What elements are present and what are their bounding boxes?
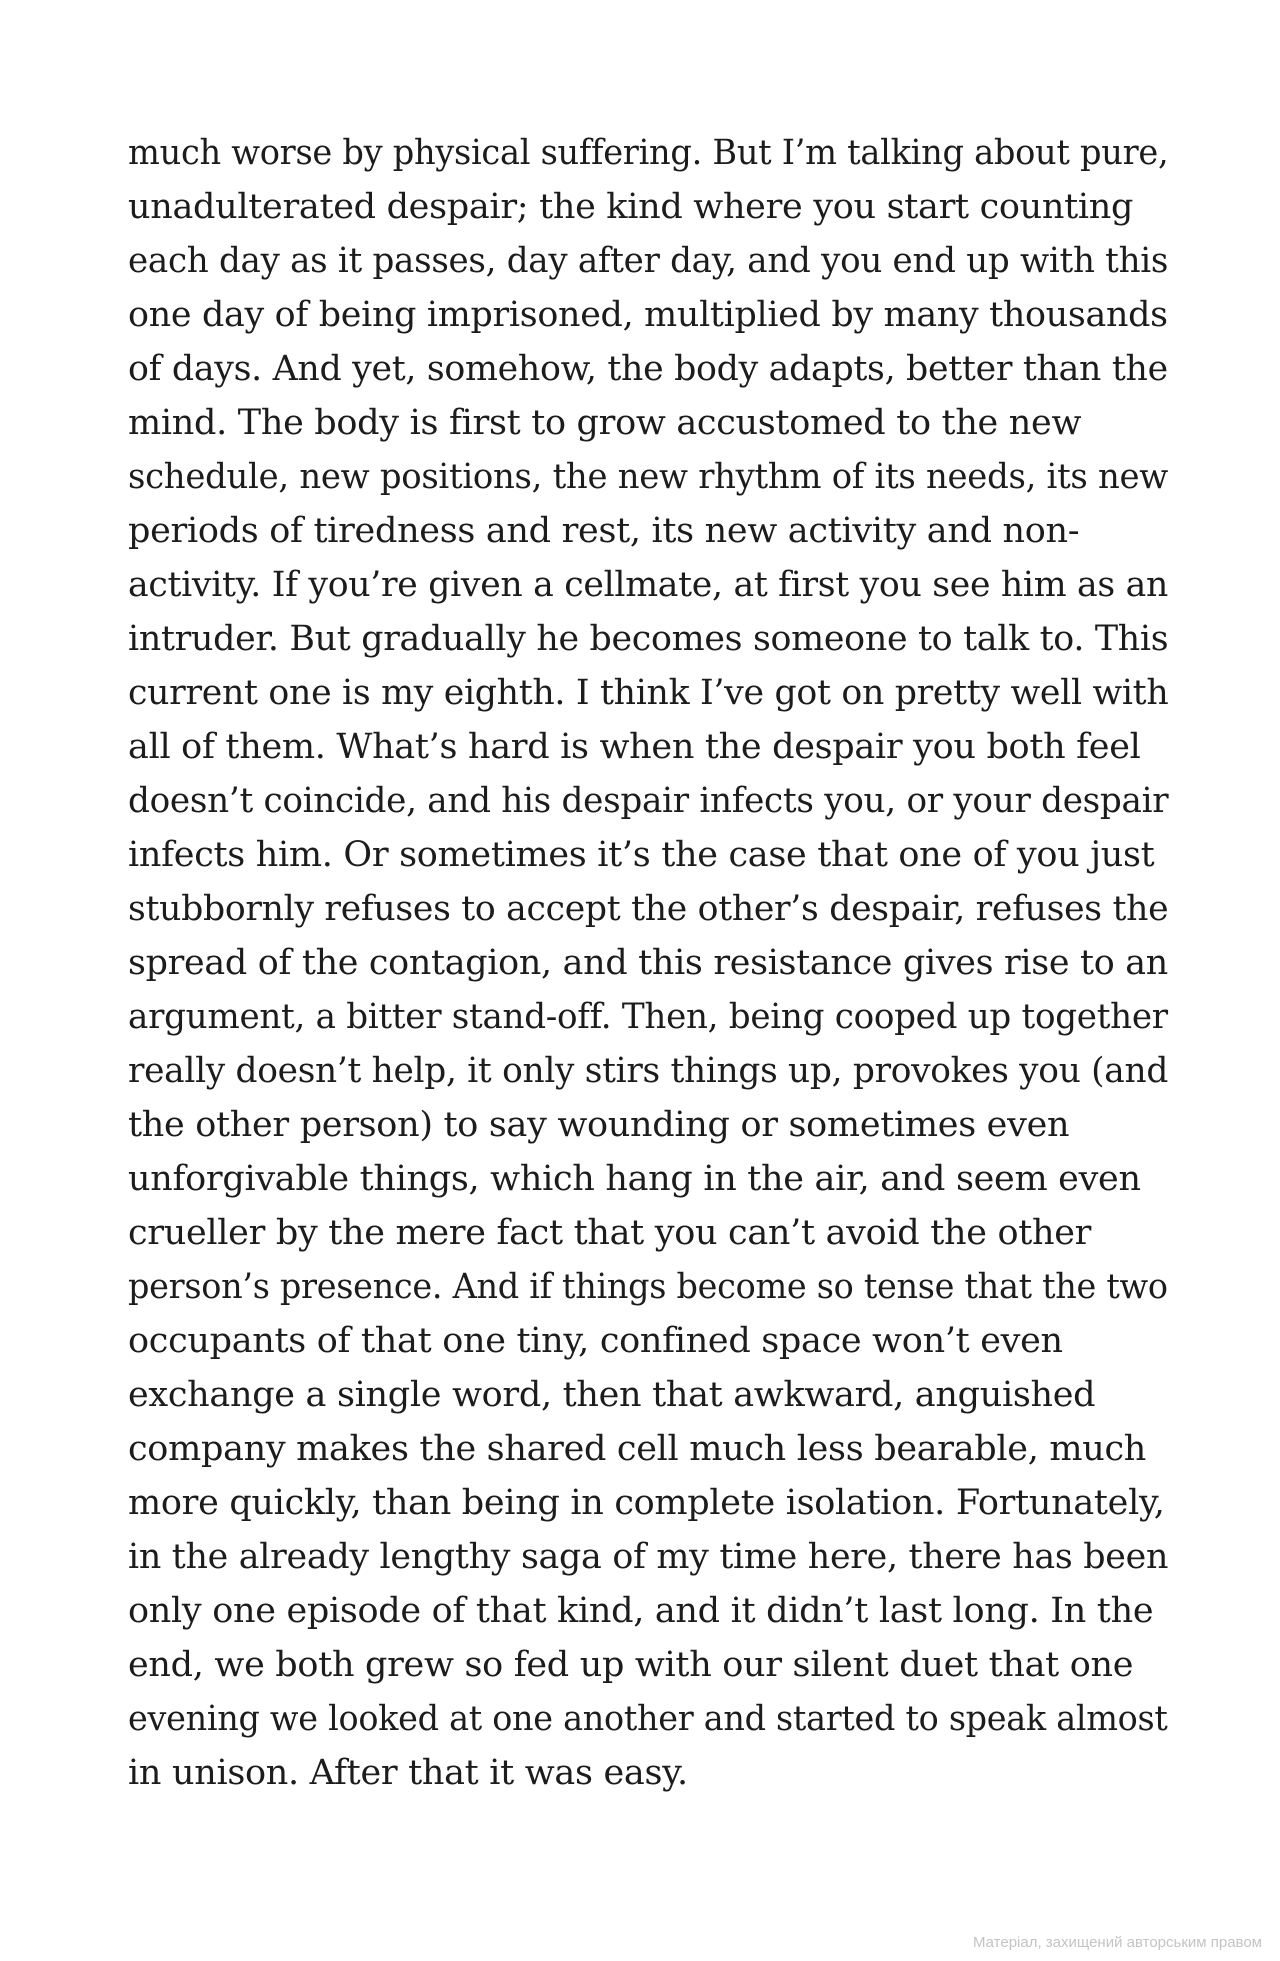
copyright-watermark: Матеріал, захищений авторським правом xyxy=(972,1934,1262,1951)
text-line: activity. If you’re given a cellmate, at first you see him as an xyxy=(128,565,1169,605)
text-line: spread of the contagion, and this resistance gives rise to an xyxy=(128,943,1168,983)
text-line: stubbornly refuses to accept the other’s despair, refuses the xyxy=(128,889,1169,929)
body-text xyxy=(128,126,1168,1800)
text-line: schedule, new positions, the new rhythm of its needs, its new xyxy=(128,457,1169,497)
text-line: mind. The body is first to grow accustomed to the new xyxy=(128,403,1082,443)
text-line: doesn’t coincide, and his despair infects you, or your despair xyxy=(128,781,1169,821)
text-line: much worse by physical suffering. But I’m talking about pure, xyxy=(128,133,1169,173)
text-line: really doesn’t help, it only stirs things up, provokes you (and xyxy=(128,1051,1169,1091)
text-line: the other person) to say wounding or sometimes even xyxy=(128,1105,1070,1145)
text-line: in the already lengthy saga of my time here, there has been xyxy=(128,1537,1169,1577)
text-line: unadulterated despair; the kind where you start counting xyxy=(128,187,1134,227)
text-line: only one episode of that kind, and it didn’t last long. In the xyxy=(128,1591,1154,1631)
text-line: intruder. But gradually he becomes someone to talk to. This xyxy=(128,619,1169,659)
text-line: infects him. Or sometimes it’s the case that one of you just xyxy=(128,835,1155,875)
text-line: occupants of that one tiny, confined space won’t even xyxy=(128,1321,1063,1361)
text-line: exchange a single word, then that awkward, anguished xyxy=(128,1375,1096,1415)
text-line: end, we both grew so fed up with our silent duet that one xyxy=(128,1645,1134,1685)
text-line: in unison. After that it was easy. xyxy=(128,1753,688,1793)
text-line: crueller by the mere fact that you can’t avoid the other xyxy=(128,1213,1092,1253)
text-line: one day of being imprisoned, multiplied by many thousands xyxy=(128,295,1168,335)
text-line: unforgivable things, which hang in the air, and seem even xyxy=(128,1159,1141,1199)
text-line: evening we looked at one another and started to speak almost xyxy=(128,1699,1168,1739)
text-line: all of them. What’s hard is when the despair you both feel xyxy=(128,727,1141,767)
text-line: person’s presence. And if things become so tense that the two xyxy=(128,1267,1168,1307)
text-line: of days. And yet, somehow, the body adapts, better than the xyxy=(128,349,1168,389)
text-line: argument, a bitter stand-off. Then, being cooped up together xyxy=(128,997,1168,1037)
text-line: more quickly, than being in complete isolation. Fortunately, xyxy=(128,1483,1165,1523)
text-line: each day as it passes, day after day, and you end up with this xyxy=(128,241,1169,281)
text-line: company makes the shared cell much less bearable, much xyxy=(128,1429,1147,1469)
text-line: periods of tiredness and rest, its new activity and non- xyxy=(128,511,1080,551)
text-line: current one is my eighth. I think I’ve got on pretty well with xyxy=(128,673,1169,713)
